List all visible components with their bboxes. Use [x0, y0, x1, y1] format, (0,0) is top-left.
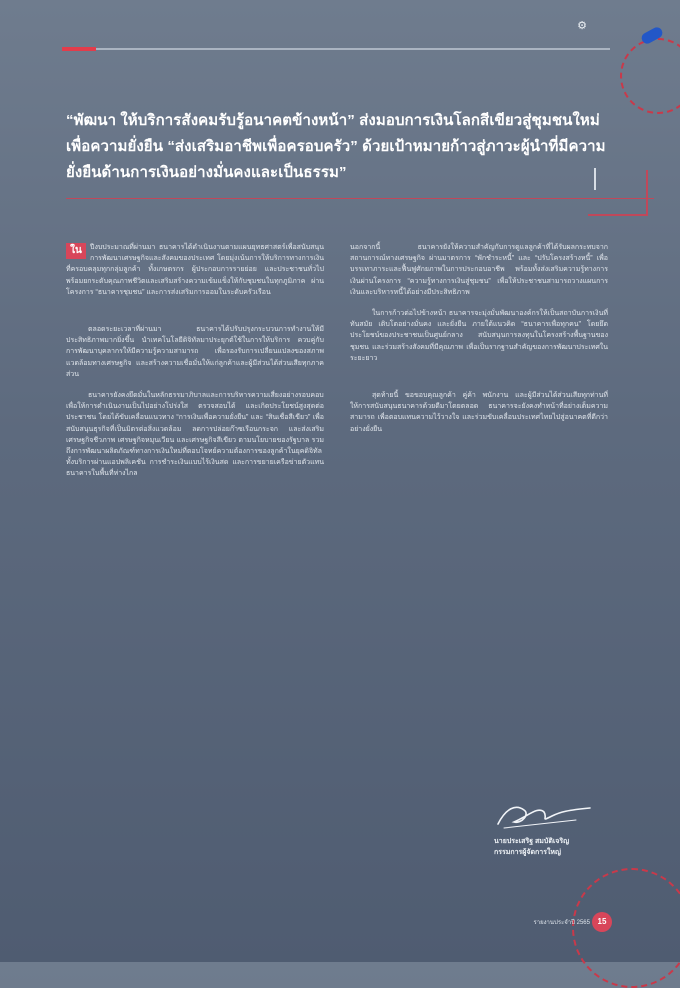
paragraph: ในการก้าวต่อไปข้างหน้า ธนาคารจะมุ่งมั่นพัฒนาองค์กรให้เป็นสถาบันการเงินที่ทันสมัย เติบโตอย่างมั่นคง และยั่งยืน ภายใต้แนวคิด “ธนาคารเพื่อทุกคน” โดยยึดประโยชน์ของประชาชนเป็นศูนย์กลาง สนับสนุนการลงทุนในโครงสร้างพื้นฐานของชุมชน และร่วมสร้างสังคมที่มีคุณภาพ เพื่อเป็นรากฐานสำคัญของการพัฒนาประเทศในระยะยาว: [350, 310, 608, 362]
decorative-dashed-circle-bottom: [572, 868, 680, 988]
paragraph: นอกจากนี้ ธนาคารยังให้ความสำคัญกับการดูแลลูกค้าที่ได้รับผลกระทบจากสถานการณ์ทางเศรษฐกิจ ผ่านมาตรการ “พักชำระหนี้” และ “ปรับโครงสร้างหนี้” เพื่อบรรเทาภาระและฟื้นฟูศักยภาพในการประกอบอาชีพ พร้อมทั้งส่งเสริมความรู้ทางการเงินผ่านโครงการ “ความรู้ทางการเงินสู่ชุมชน” เพื่อให้ประชาชนสามารถวางแผนการเงินและบริหารหนี้ได้อย่างมีประสิทธิภาพ: [350, 244, 608, 296]
nav-divider: [62, 48, 610, 50]
dropcap: ใน: [66, 243, 86, 259]
headline-quote: “พัฒนา ให้บริการสังคมรับรู้อนาคตข้างหน้า” ส่งมอบการเงินโลกสีเขียวสู่ชุมชนใหม่เพื่อความยั่งยืน “ส่งเสริมอาชีพเพื่อครอบครัว” ด้วยเป้าหมายก้าวสู่ภาวะผู้นำที่มีความยั่งยืนด้านการเงินอย่างมั่นคงและเป็นธรรม”: [66, 112, 606, 181]
nav-active-indicator: [62, 47, 96, 51]
footer-report-title: รายงานประจำปี 2565: [533, 920, 590, 926]
paragraph: ธนาคารยังคงยึดมั่นในหลักธรรมาภิบาลและการบริหารความเสี่ยงอย่างรอบคอบ เพื่อให้การดำเนินงานเป็นไปอย่างโปร่งใส ตรวจสอบได้ และเกิดประโยชน์สูงสุดต่อประชาชน โดยได้ขับเคลื่อนแนวทาง “การเงินเพื่อความยั่งยืน” และ “สินเชื่อสีเขียว” เพื่อสนับสนุนธุรกิจที่เป็นมิตรต่อสิ่งแวดล้อม ลดการปล่อยก๊าซเรือนกระจก และส่งเสริมเศรษฐกิจชีวภาพ เศรษฐกิจหมุนเวียน และเศรษฐกิจสีเขียว ตามนโยบายของรัฐบาล รวมถึงการพัฒนาผลิตภัณฑ์ทางการเงินใหม่ที่ตอบโจทย์ความต้องการของลูกค้าในยุคดิจิทัล ทั้งบริการผ่านแอปพลิเคชัน การชำระเงินแบบไร้เงินสด และการขยายเครือข่ายตัวแทนธนาคารในพื้นที่ห่างไกล: [66, 392, 324, 478]
paragraph: ตลอดระยะเวลาที่ผ่านมา ธนาคารได้ปรับปรุงกระบวนการทำงานให้มีประสิทธิภาพมากยิ่งขึ้น นำเทคโนโลยีดิจิทัลมาประยุกต์ใช้ในการให้บริการ ควบคู่กับการพัฒนาบุคลากรให้มีความรู้ความสามารถ เพื่อรองรับการเปลี่ยนแปลงของสภาพแวดล้อมทางเศรษฐกิจ และสร้างความเชื่อมั่นให้แก่ลูกค้าและผู้มีส่วนได้ส่วนเสียทุกภาคส่วน: [66, 326, 324, 378]
body-column-right: [350, 242, 608, 445]
signatory-block: [494, 836, 614, 858]
headline-underline: [66, 198, 654, 199]
top-navigation: [62, 18, 610, 42]
headline-bracket-decoration: [588, 170, 648, 216]
paragraph: สุดท้ายนี้ ขอขอบคุณลูกค้า คู่ค้า พนักงาน และผู้มีส่วนได้ส่วนเสียทุกท่านที่ให้การสนับสนุนธนาคารด้วยดีมาโดยตลอด ธนาคารจะยังคงทำหน้าที่อย่างเต็มความสามารถ เพื่อตอบแทนความไว้วางใจ และร่วมขับเคลื่อนประเทศไทยไปสู่อนาคตที่ดีกว่าอย่างยั่งยืน: [350, 392, 608, 433]
page-number-badge: 15: [592, 912, 612, 932]
signatory-title: กรรมการผู้จัดการใหญ่: [494, 849, 561, 856]
signature-image: [494, 798, 594, 832]
decorative-dashed-circle-top: [620, 38, 680, 114]
signatory-name: นายประเสริฐ สมบัติเจริญ: [494, 838, 570, 845]
body-column-left: [66, 242, 324, 490]
paragraph: ใน ปีงบประมาณที่ผ่านมา ธนาคารได้ดำเนินงานตามแผนยุทธศาสตร์เพื่อสนับสนุนการพัฒนาเศรษฐกิจและสังคมของประเทศ โดยมุ่งเน้นการให้บริการทางการเงินที่ครอบคลุมทุกกลุ่มลูกค้า ทั้งเกษตรกร ผู้ประกอบการรายย่อย และประชาชนทั่วไป พร้อมยกระดับคุณภาพชีวิตและเสริมสร้างความเข้มแข็งให้กับชุมชนในทุกภูมิภาค ผ่านโครงการ “ธนาคารชุมชน” และการส่งเสริมการออมในระดับครัวเรือน: [66, 244, 324, 296]
gear-icon[interactable]: ⚙: [577, 20, 587, 32]
